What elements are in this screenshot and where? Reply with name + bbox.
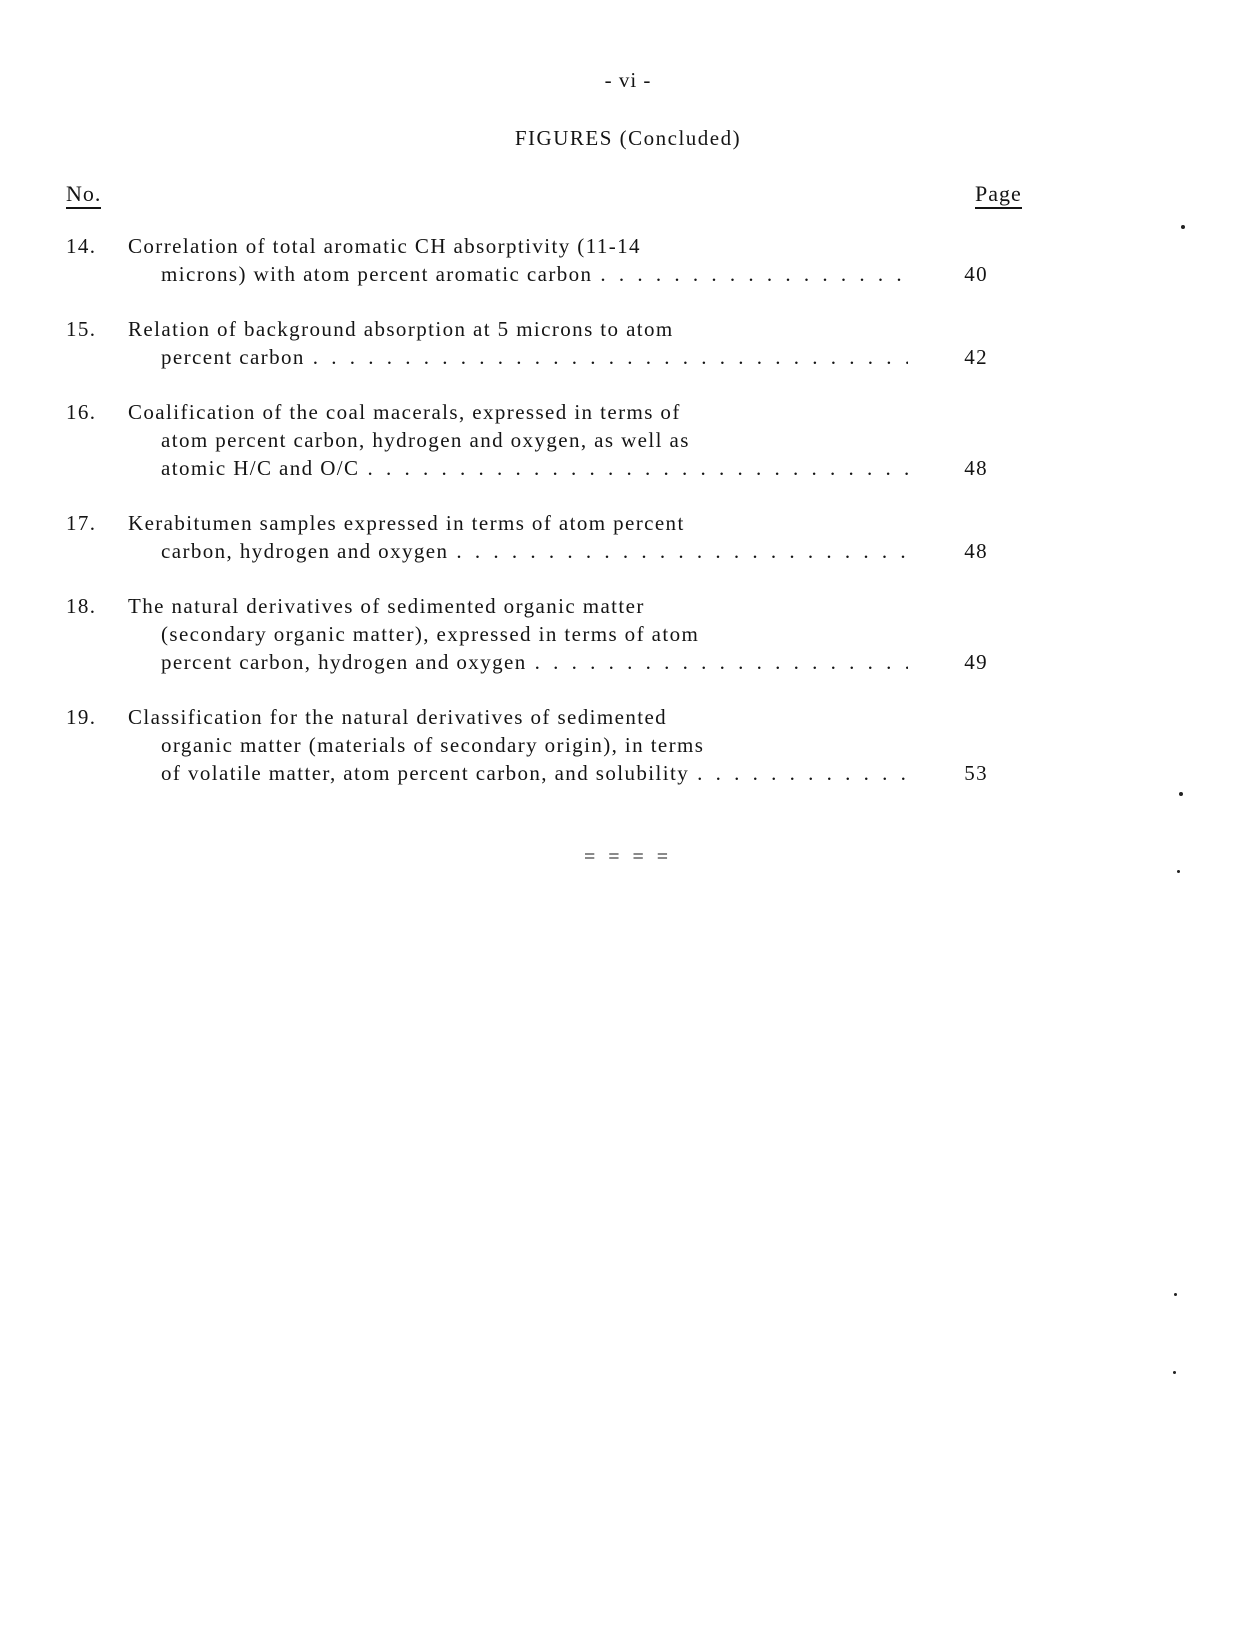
column-header-no: No. [66,181,101,209]
figure-list [66,232,1026,814]
figure-caption-line: Relation of background absorption at 5 microns to atom [128,317,674,341]
dot-leader [527,648,908,676]
figure-number: 17. [66,511,97,535]
page-reference: 42 [964,345,988,369]
dot-leader [448,537,908,565]
page-reference: 49 [964,650,988,674]
figure-caption-line: Classification for the natural derivatives of sedimented [128,705,668,729]
scan-speck [1173,1371,1176,1374]
figure-number: 16. [66,400,97,424]
figure-caption-line: of volatile matter, atom percent carbon, and solubility . . . [128,759,908,787]
figure-caption-line: (secondary organic matter), expressed in terms of atom [161,622,700,646]
figure-caption-line: atom percent carbon, hydrogen and oxygen, as well as [161,428,690,452]
scan-speck [1181,225,1185,229]
page-reference: 40 [964,262,988,286]
figure-entry [66,315,1026,371]
figure-entry [66,398,1026,482]
figure-caption-line: carbon, hydrogen and oxygen . . . [128,537,908,565]
scan-speck [1179,792,1183,796]
figure-caption-line: The natural derivatives of sedimented organic matter [128,594,645,618]
figure-number: 15. [66,317,97,341]
dot-leader [689,759,908,787]
figure-caption-line: atomic H/C and O/C . . . [128,454,908,482]
figure-number: 19. [66,705,97,729]
page-reference: 53 [964,761,988,785]
scan-speck [1174,1293,1177,1296]
page-reference: 48 [964,539,988,563]
figure-caption-line: Kerabitumen samples expressed in terms of atom percent [128,511,685,535]
dot-leader [305,343,908,371]
figure-number: 14. [66,234,97,258]
figure-number: 18. [66,594,97,618]
figure-caption-line: organic matter (materials of secondary origin), in terms [161,733,705,757]
figure-entry [66,509,1026,565]
figure-caption-line: microns) with atom percent aromatic carbon . . . [128,260,908,288]
end-mark: = = = = [583,846,673,868]
column-header-page: Page [975,181,1022,209]
figure-caption-line: Coalification of the coal macerals, expressed in terms of [128,400,681,424]
scan-speck [1177,870,1180,873]
dot-leader [359,454,908,482]
page-reference: 48 [964,456,988,480]
figure-entry [66,232,1026,288]
dot-leader [592,260,908,288]
figure-caption-line: Correlation of total aromatic CH absorptivity (11-14 [128,234,641,258]
figure-caption-line: percent carbon, hydrogen and oxygen . . . [128,648,908,676]
page-title: FIGURES (Concluded) [514,126,742,150]
figure-entry [66,703,1026,787]
figure-caption-line: percent carbon . . . [128,343,908,371]
figure-entry [66,592,1026,676]
page-number: - vi - [604,68,652,92]
